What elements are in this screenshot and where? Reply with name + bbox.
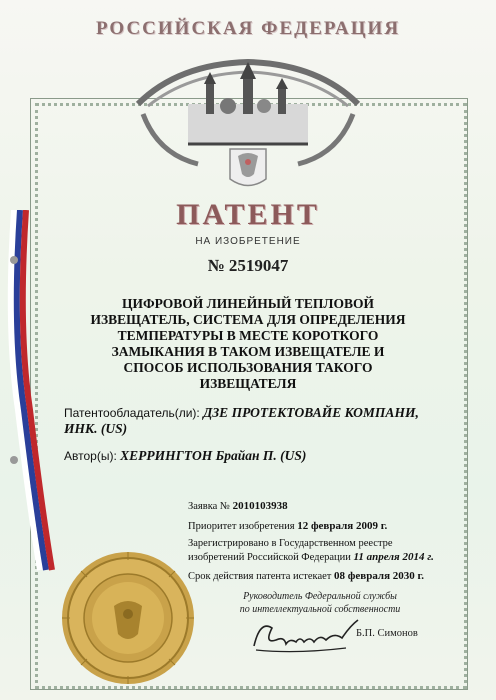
tricolor-ribbon-icon xyxy=(0,210,60,700)
signer-name: Б.П. Симонов xyxy=(356,628,418,639)
registered-row xyxy=(188,551,458,565)
holder-value: ДЗЕ ПРОТЕКТОВАЙЕ КОМПАНИ, ИНК. (US) xyxy=(64,405,419,436)
kremlin-emblem-icon xyxy=(118,44,378,194)
patent-holder xyxy=(64,405,454,437)
validity-date: 08 февраля 2030 г. xyxy=(334,570,425,582)
service-line1: Руководитель Федеральной службы xyxy=(243,591,397,602)
registered-date: 11 апреля 2014 г. xyxy=(353,550,434,563)
validity-row xyxy=(188,570,458,584)
gold-seal-icon xyxy=(58,548,198,688)
handwritten-signature-icon xyxy=(246,610,366,660)
patent-number: № 2519047 xyxy=(207,256,289,275)
country-title: РОССИЙСКАЯ ФЕДЕРАЦИЯ xyxy=(95,18,401,39)
priority-label: Приоритет изобретения xyxy=(188,520,295,532)
patent-title: ПАТЕНТ xyxy=(176,198,320,231)
registered-line2: изобретений Российской Федерации xyxy=(188,551,351,563)
patent-subtitle: НА ИЗОБРЕТЕНИЕ xyxy=(195,236,301,247)
service-line2: по интеллектуальной собственности xyxy=(239,604,401,615)
author-value: ХЕРРИНГТОН Брайан П. (US) xyxy=(120,448,307,463)
priority-date: 12 февраля 2009 г. xyxy=(297,519,388,532)
priority-row xyxy=(188,520,458,534)
application-label: Заявка № xyxy=(188,501,230,512)
registered-line1: Зарегистрировано в Государственном реестре xyxy=(188,538,393,549)
application-number: 2010103938 xyxy=(232,500,288,512)
validity-label: Срок действия патента истекает xyxy=(188,571,332,582)
holder-label: Патентообладатель(ли): xyxy=(64,406,200,420)
invention-title: ЦИФРОВОЙ ЛИНЕЙНЫЙ ТЕПЛОВОЙ ИЗВЕЩАТЕЛЬ, СИСТЕМА ДЛЯ ОПРЕДЕЛЕНИЯ ТЕМПЕРАТУРЫ В МЕСТЕ КОРОТКОГО ЗАМЫКАНИЯ В ТАКОМ ИЗВЕЩАТЕЛЕ И СПОСОБ ИСПОЛЬЗОВАНИЯ ТАКОГО ИЗВЕЩАТЕЛЯ xyxy=(90,296,406,391)
application-row xyxy=(188,500,458,514)
author-label: Автор(ы): xyxy=(64,449,117,463)
registration-block xyxy=(188,500,458,584)
patent-author xyxy=(64,448,454,464)
